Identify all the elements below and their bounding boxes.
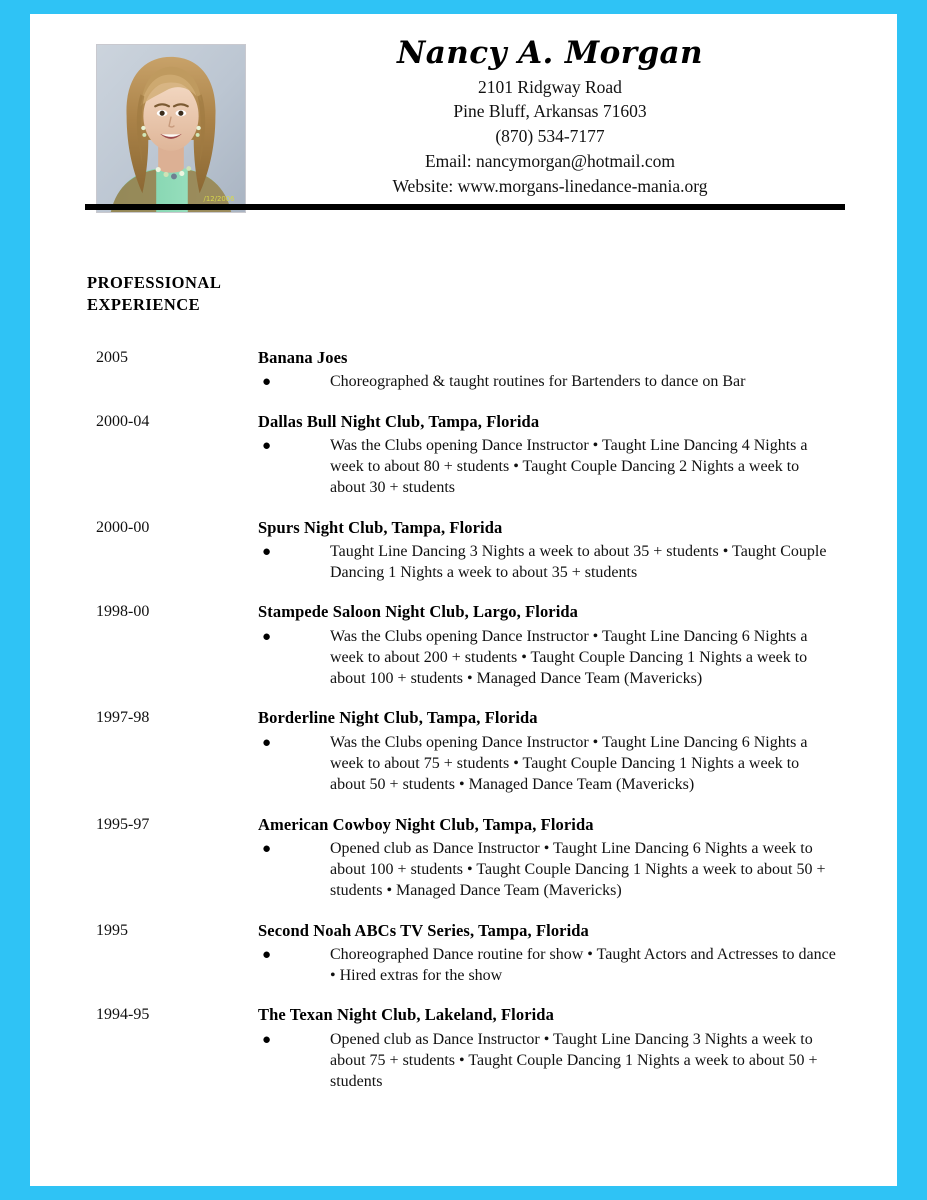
job-body <box>258 517 838 584</box>
job-bullet-row <box>258 1029 838 1093</box>
bullet-icon: ● <box>262 840 272 857</box>
job-title: Spurs Night Club, Tampa, Florida <box>258 517 503 537</box>
job-body <box>258 347 838 393</box>
job-bullet-row <box>258 371 838 392</box>
job-year: 1995-97 <box>96 815 150 833</box>
job-bullet-row <box>258 626 838 690</box>
contact-block <box>260 36 840 199</box>
job-bullet-row <box>258 732 838 796</box>
job-year: 1994-95 <box>96 1006 150 1024</box>
bullet-icon: ● <box>262 734 272 751</box>
job-year: 2000-04 <box>96 412 150 430</box>
job-description: Was the Clubs opening Dance Instructor • Taught Line Dancing 6 Nights a week to about 75 + students • Taught Couple Dancing 1 Nights a week to about 50 + students • Managed Dance Team (Mavericks) <box>330 733 808 794</box>
job-year: 1998-00 <box>96 603 150 621</box>
address-line-2: Pine Bluff, Arkansas 71603 <box>453 101 647 122</box>
phone-number: (870) 534-7177 <box>495 126 605 147</box>
bullet-icon: ● <box>262 543 272 560</box>
job-body <box>258 411 838 499</box>
job-description: Opened club as Dance Instructor • Taught Line Dancing 3 Nights a week to about 75 + students • Taught Couple Dancing 1 Nights a week to about 50 + students <box>330 1030 818 1091</box>
job-bullet-row <box>258 435 838 499</box>
bullet-icon: ● <box>262 1031 272 1048</box>
job-title: American Cowboy Night Club, Tampa, Florida <box>258 814 594 834</box>
section-heading-line-2: EXPERIENCE <box>87 294 201 314</box>
experience-entry <box>30 347 897 393</box>
job-description: Choreographed & taught routines for Bartenders to dance on Bar <box>330 373 746 391</box>
resume-sheet <box>30 14 897 1186</box>
job-title: Second Noah ABCs TV Series, Tampa, Florida <box>258 920 589 940</box>
experience-entry <box>30 707 897 795</box>
section-heading-line-1: PROFESSIONAL <box>87 273 222 292</box>
portrait-photo <box>96 44 246 213</box>
email-address: Email: nancymorgan@hotmail.com <box>424 151 676 172</box>
job-body <box>258 814 838 902</box>
job-description: Was the Clubs opening Dance Instructor • Taught Line Dancing 6 Nights a week to about 200 + students • Taught Couple Dancing 1 Nights a week to about 100 + students • Managed Dance Team (Mavericks) <box>330 627 808 688</box>
experience-entry <box>30 920 897 987</box>
job-description: Opened club as Dance Instructor • Taught Line Dancing 6 Nights a week to about 100 + students • Taught Couple Dancing 1 Nights a week to about 50 + students • Managed Dance Team (Mavericks) <box>330 839 826 900</box>
resume-header <box>30 14 897 204</box>
job-body <box>258 601 838 689</box>
experience-entry <box>30 814 897 902</box>
job-description: Was the Clubs opening Dance Instructor • Taught Line Dancing 4 Nights a week to about 80 + students • Taught Couple Dancing 2 Nights a week to about 30 + students <box>330 436 808 497</box>
header-divider-rule <box>85 204 845 210</box>
job-bullet-row <box>258 838 838 902</box>
portrait-photo-graphic <box>97 45 245 212</box>
bullet-icon: ● <box>262 437 272 454</box>
job-title: The Texan Night Club, Lakeland, Florida <box>258 1005 554 1025</box>
job-body <box>258 920 838 987</box>
job-description: Choreographed Dance routine for show • Taught Actors and Actresses to dance • Hired extras for the show <box>330 945 836 985</box>
bullet-icon: ● <box>262 374 272 391</box>
job-body <box>258 707 838 795</box>
address-line-1: 2101 Ridgway Road <box>478 76 622 97</box>
bullet-icon: ● <box>262 946 272 963</box>
section-heading-professional-experience <box>87 272 297 316</box>
experience-entry <box>30 411 897 499</box>
experience-entry <box>30 517 897 584</box>
experience-list <box>30 347 897 1110</box>
job-title: Stampede Saloon Night Club, Largo, Florida <box>258 602 579 622</box>
job-bullet-row <box>258 944 838 987</box>
job-title: Dallas Bull Night Club, Tampa, Florida <box>258 411 540 431</box>
job-year: 1995 <box>96 921 128 939</box>
experience-entry <box>30 601 897 689</box>
website-url: Website: www.morgans-linedance-mania.org <box>392 176 708 197</box>
job-bullet-row <box>258 541 838 584</box>
job-year: 2000-00 <box>96 518 150 536</box>
page-title: Nancy A. Morgan <box>397 35 703 71</box>
job-title: Banana Joes <box>258 348 348 367</box>
job-body <box>258 1004 838 1092</box>
photo-date-stamp: /12/2006 <box>203 195 235 204</box>
bullet-icon: ● <box>262 628 272 645</box>
job-year: 2005 <box>96 349 128 366</box>
job-title: Borderline Night Club, Tampa, Florida <box>258 708 538 728</box>
job-description: Taught Line Dancing 3 Nights a week to about 35 + students • Taught Couple Dancing 1 Nights a week to about 35 + students <box>330 542 827 582</box>
experience-entry <box>30 1004 897 1092</box>
job-year: 1997-98 <box>96 709 150 727</box>
